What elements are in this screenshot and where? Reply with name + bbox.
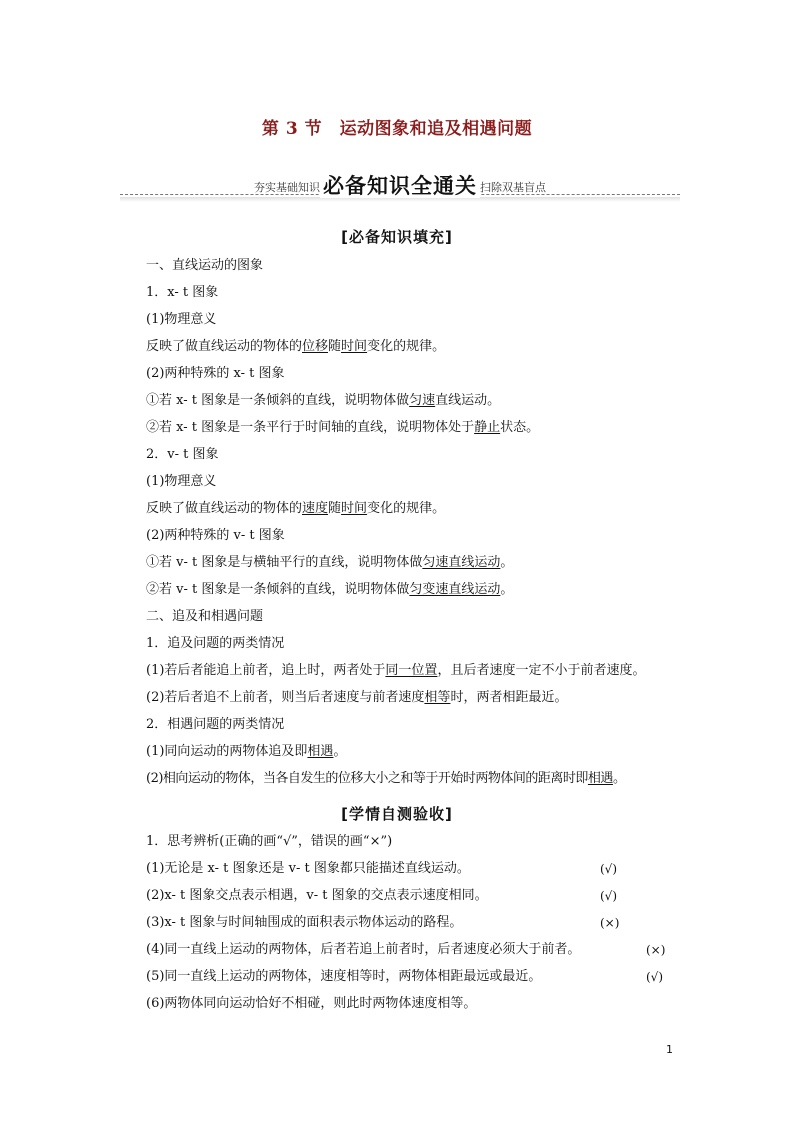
heading-pursuit-meeting: 二、追及和相遇问题 bbox=[146, 609, 264, 624]
text-pursuit-case-1 bbox=[146, 663, 645, 679]
text-xt-meaning bbox=[146, 339, 445, 355]
answer-blank: 匀变速直线运动 bbox=[409, 582, 501, 597]
text-part: 反映了做直线运动的物体的 bbox=[146, 501, 303, 516]
quiz-mark-3: (×) bbox=[600, 916, 620, 930]
answer-blank: 相遇 bbox=[587, 771, 613, 786]
text-xt-parallel bbox=[146, 420, 539, 436]
text-part: 状态。 bbox=[500, 420, 540, 435]
text-vt-sloped bbox=[146, 582, 513, 598]
text-meeting-case-2 bbox=[146, 771, 625, 787]
text-part: ②若 v- t 图象是一条倾斜的直线，说明物体做 bbox=[146, 582, 410, 597]
text-part: 。 bbox=[612, 771, 626, 786]
heading-meeting-cases: 2．相遇问题的两类情况 bbox=[146, 717, 285, 732]
text-part: 随 bbox=[328, 339, 342, 354]
heading-physical-meaning-2: (1)物理意义 bbox=[146, 474, 217, 489]
text-part: 。 bbox=[500, 582, 514, 597]
quiz-mark-2: (√) bbox=[600, 889, 618, 903]
text-part: ①若 v- t 图象是与横轴平行的直线，说明物体做 bbox=[146, 555, 423, 570]
answer-blank: 相等 bbox=[424, 690, 451, 705]
text-part: ②若 x- t 图象是一条平行于时间轴的直线，说明物体处于 bbox=[146, 420, 475, 435]
text-vt-meaning bbox=[146, 501, 445, 517]
text-part: (1)若后者能追上前者，追上时，两者处于 bbox=[146, 663, 386, 678]
text-xt-sloped bbox=[146, 393, 500, 409]
banner-left-text: 夯实基础知识 bbox=[254, 181, 320, 194]
answer-blank: 时间 bbox=[341, 339, 368, 354]
heading-pursuit-cases: 1．追及问题的两类情况 bbox=[146, 636, 285, 651]
text-part: 随 bbox=[328, 501, 342, 516]
text-part: 。 bbox=[333, 744, 347, 759]
text-part: 反映了做直线运动的物体的 bbox=[146, 339, 303, 354]
quiz-mark-5: (√) bbox=[646, 970, 664, 984]
answer-blank: 位移 bbox=[302, 339, 329, 354]
text-meeting-case-1 bbox=[146, 744, 346, 760]
text-vt-parallel bbox=[146, 555, 513, 571]
text-part: (2)若后者追不上前者，则当后者速度与前者速度 bbox=[146, 690, 425, 705]
text-part: ，且后者速度一定不小于前者速度。 bbox=[437, 663, 646, 678]
text-pursuit-case-2 bbox=[146, 690, 567, 706]
quiz-item-2: (2)x- t 图象交点表示相遇，v- t 图象的交点表示速度相同。 bbox=[146, 888, 488, 903]
quiz-item-1: (1)无论是 x- t 图象还是 v- t 图象都只能描述直线运动。 bbox=[146, 861, 470, 876]
page-number: 1 bbox=[666, 1043, 673, 1056]
quiz-mark-1: (√) bbox=[600, 862, 618, 876]
section-banner bbox=[120, 170, 680, 206]
quiz-mark-4: (×) bbox=[646, 943, 666, 957]
heading-xt-graph: 1．x- t 图象 bbox=[146, 285, 219, 300]
heading-vt-graph: 2．v- t 图象 bbox=[146, 447, 219, 462]
text-part: ①若 x- t 图象是一条倾斜的直线，说明物体做 bbox=[146, 393, 410, 408]
text-part: 。 bbox=[500, 555, 514, 570]
answer-blank: 静止 bbox=[474, 420, 501, 435]
answer-blank: 同一位置 bbox=[385, 663, 438, 678]
quiz-item-6: (6)两物体同向运动恰好不相碰，则此时两物体速度相等。 bbox=[146, 996, 477, 1011]
heading-physical-meaning-1: (1)物理意义 bbox=[146, 312, 217, 327]
heading-special-vt: (2)两种特殊的 v- t 图象 bbox=[146, 528, 285, 543]
answer-blank: 匀速 bbox=[409, 393, 436, 408]
answer-blank: 时间 bbox=[341, 501, 368, 516]
quiz-item-5: (5)同一直线上运动的两物体，速度相等时，两物体相距最远或最近。 bbox=[146, 969, 542, 984]
answer-blank: 相遇 bbox=[307, 744, 334, 759]
quiz-intro: 1．思考辨析(正确的画“√”，错误的画“×”) bbox=[146, 834, 393, 849]
text-part: 变化的规律。 bbox=[367, 501, 446, 516]
text-part: (1)同向运动的两物体追及即 bbox=[146, 744, 308, 759]
quiz-item-4: (4)同一直线上运动的两物体，后者若追上前者时，后者速度必须大于前者。 bbox=[146, 942, 581, 957]
text-part: 时，两者相距最近。 bbox=[450, 690, 568, 705]
banner-right-text: 扫除双基盲点 bbox=[480, 181, 546, 194]
text-part: (2)相向运动的物体，当各自发生的位移大小之和等于开始时两物体间的距离时即 bbox=[146, 771, 588, 786]
answer-blank: 匀速直线运动 bbox=[422, 555, 501, 570]
page-title: 第 3 节 运动图象和追及相遇问题 bbox=[261, 119, 533, 139]
section-heading-knowledge: [必备知识填充] bbox=[341, 228, 453, 246]
quiz-item-3: (3)x- t 图象与时间轴围成的面积表示物体运动的路程。 bbox=[146, 915, 463, 930]
section-heading-self-test: [学情自测验收] bbox=[341, 805, 453, 823]
answer-blank: 速度 bbox=[302, 501, 329, 516]
banner-main-text: 必备知识全通关 bbox=[320, 174, 480, 198]
heading-special-xt: (2)两种特殊的 x- t 图象 bbox=[146, 366, 285, 381]
heading-linear-motion-graphs: 一、直线运动的图象 bbox=[146, 258, 264, 273]
text-part: 直线运动。 bbox=[435, 393, 501, 408]
text-part: 变化的规律。 bbox=[367, 339, 446, 354]
